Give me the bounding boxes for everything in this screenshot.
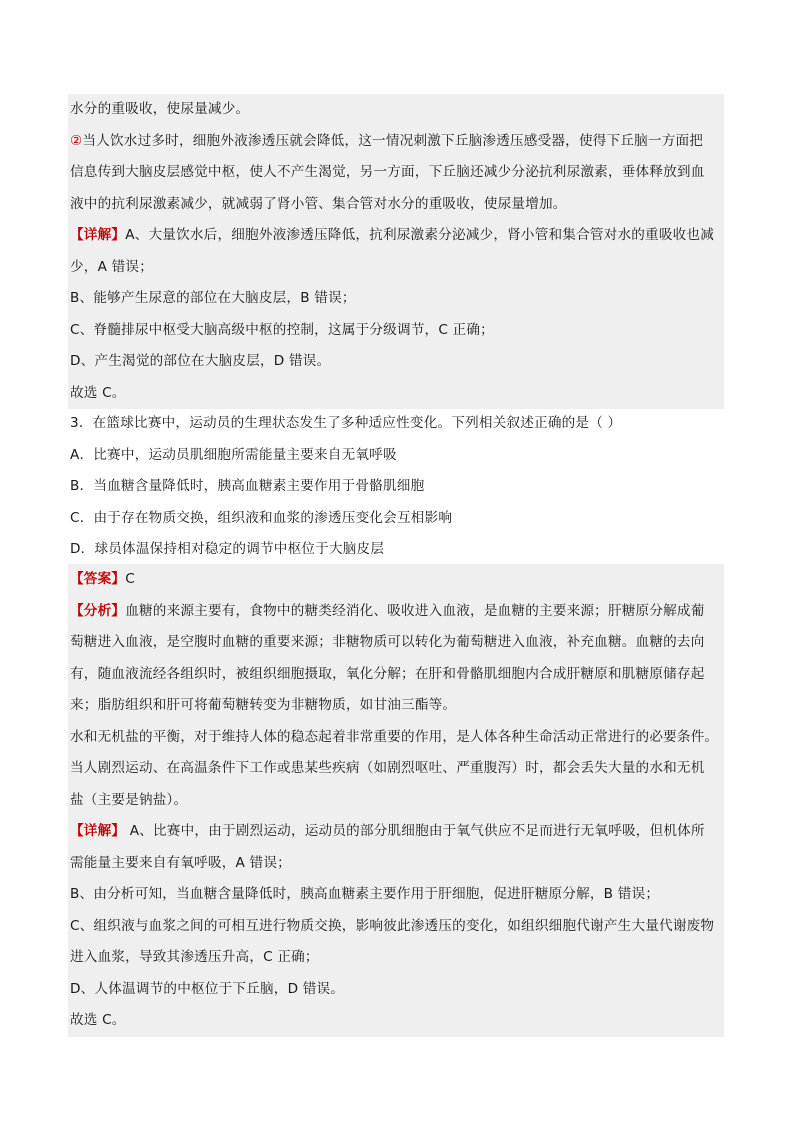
text-line: 萄糖进入血液，是空腹时血糖的重要来源；非糖物质可以转化为葡萄糖进入血液，补充血糖。血糖的去向: [70, 634, 705, 650]
text-line: [68, 126, 724, 158]
text-line: C、组织液与血浆之间的可相互进行物质交换，影响彼此渗透压的变化，如组织细胞代谢产生大量代谢废物: [70, 917, 715, 934]
explanation-block-1: [68, 94, 724, 409]
detail-tag: 【详解】: [70, 823, 126, 839]
text-line: 有，随血液流经各组织时，被组织细胞摄取，氧化分解；在肝和骨骼肌细胞内合成肝糖原和肌糖原储存起: [70, 665, 705, 682]
text-line: 水分的重吸收，使尿量减少。: [70, 101, 250, 117]
text-line: 信息传到大脑皮层感觉中枢，使人不产生渴觉，另一方面，下丘脑还减少分泌抗利尿激素，垂体释放到血: [70, 164, 705, 180]
text-line: B、能够产生尿意的部位在大脑皮层，B 错误；: [70, 290, 356, 306]
question-stem: 3．在篮球比赛中，运动员的生理状态发生了多种适应性变化。下列相关叙述正确的是（ ）: [70, 415, 622, 431]
text-line: 故选 C。: [70, 384, 126, 401]
text-line: 进入血浆，导致其渗透压升高，C 正确；: [70, 949, 319, 965]
option-d: D．球员体温保持相对稳定的调节中枢位于大脑皮层: [70, 541, 385, 557]
option-b: B．当血糖含量降低时，胰高血糖素主要作用于骨骼肌细胞: [70, 478, 425, 494]
question-3: [68, 408, 724, 566]
text-line: 需能量主要来自有氧呼吸，A 错误；: [70, 854, 291, 871]
circled-number: ②: [70, 132, 83, 149]
text-line: C、脊髓排尿中枢受大脑高级中枢的控制，这属于分级调节，C 正确；: [70, 321, 494, 338]
text-line: 故选 C。: [70, 1012, 126, 1028]
line-text: 当人饮水过多时，细胞外液渗透压就会降低，这一情况刺激下丘脑渗透压感受器，使得下丘脑一方面把: [82, 132, 704, 149]
text-line: B、由分析可知，当血糖含量降低时，胰高血糖素主要作用于肝细胞，促进肝糖原分解，B 错误；: [70, 886, 660, 902]
text-line: 盐（主要是钠盐）。: [70, 791, 188, 808]
detail-line: [68, 220, 724, 252]
analysis-line: [68, 596, 724, 628]
answer-value: C: [125, 571, 135, 587]
option-a: A．比赛中，运动员肌细胞所需能量主要来自无氧呼吸: [70, 446, 397, 463]
text-line: 液中的抗利尿激素减少，就减弱了肾小管、集合管对水分的重吸收，使尿量增加。: [70, 195, 567, 212]
text-line: D、人体温调节的中枢位于下丘脑，D 错误。: [70, 980, 345, 997]
text-line: 水和无机盐的平衡，对于维持人体的稳态起着非常重要的作用，是人体各种生命活动正常进行的必要条件。: [70, 728, 719, 745]
explanation-block-2: [68, 564, 724, 1037]
text-line: D、产生渴觉的部位在大脑皮层，D 错误。: [70, 353, 331, 369]
option-c: C．由于存在物质交换，组织液和血浆的渗透压变化会互相影响: [70, 509, 453, 526]
line-text: A、比赛中，由于剧烈运动，运动员的部分肌细胞由于氧气供应不足而进行无氧呼吸，但机体所: [125, 823, 705, 839]
answer-tag: 【答案】: [70, 571, 126, 587]
answer-line: [68, 564, 724, 596]
detail-tag: 【详解】: [70, 227, 126, 243]
detail-line: [68, 816, 724, 848]
text-line: 当人剧烈运动、在高温条件下工作或患某些疾病（如剧烈呕吐、严重腹泻）时，都会丢失大量的水和无机: [70, 760, 705, 776]
text-line: 少，A 错误；: [70, 258, 153, 275]
line-text: 血糖的来源主要有，食物中的糖类经消化、吸收进入血液，是血糖的主要来源；肝糖原分解成葡: [125, 602, 705, 619]
line-text: A、大量饮水后，细胞外液渗透压降低，抗利尿激素分泌减少，肾小管和集合管对水的重吸收也减: [125, 227, 715, 243]
text-line: 来；脂肪组织和肝可将葡萄糖转变为非糖物质，如甘油三酯等。: [70, 697, 457, 713]
analysis-tag: 【分析】: [70, 602, 126, 619]
